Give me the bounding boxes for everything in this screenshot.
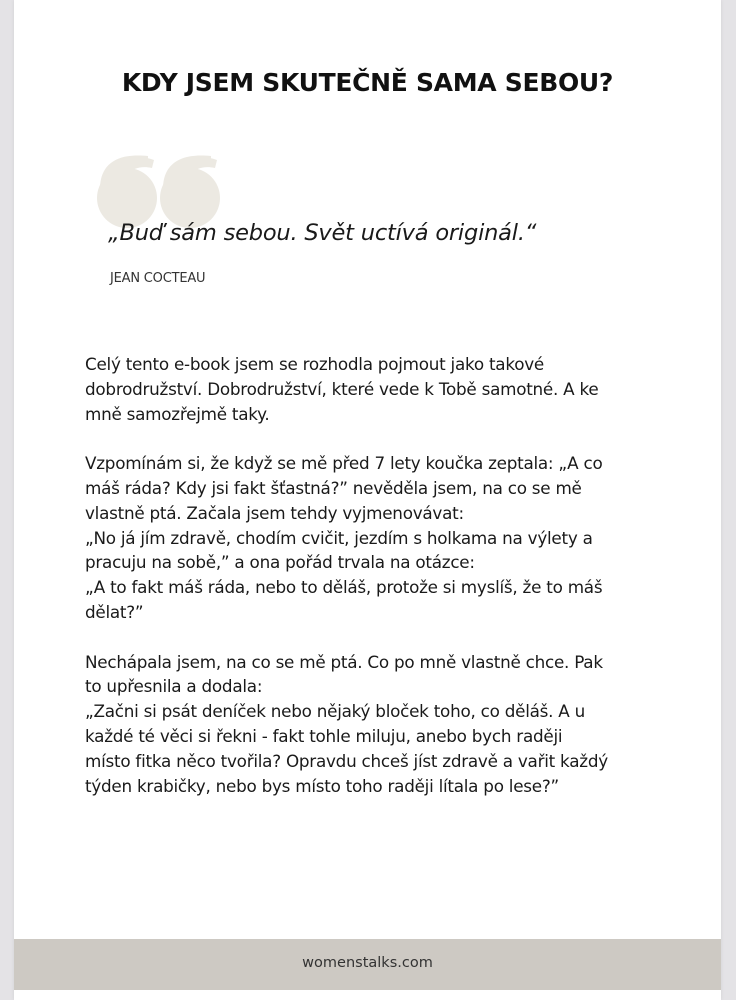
- quote-author: JEAN COCTEAU: [110, 271, 206, 286]
- paragraph: [85, 451, 645, 625]
- body-text: [85, 352, 645, 823]
- text-line: dělat?”: [85, 601, 144, 622]
- text-line: mně samozřejmě taky.: [85, 403, 270, 424]
- text-line: týden krabičky, nebo bys místo toho raději lítala po lese?”: [85, 775, 559, 796]
- text-line: „No já jím zdravě, chodím cvičit, jezdím s holkama na výlety a: [85, 527, 593, 548]
- text-line: vlastně ptá. Začala jsem tehdy vyjmenovávat:: [85, 502, 464, 523]
- text-line: každé té věci si řekni - fakt tohle miluju, anebo bych raději: [85, 725, 563, 746]
- document-page: [14, 0, 721, 1000]
- text-line: Nechápala jsem, na co se mě ptá. Co po mně vlastně chce. Pak: [85, 651, 603, 672]
- text-line: dobrodružství. Dobrodružství, které vede k Tobě samotné. A ke: [85, 378, 599, 399]
- text-line: Vzpomínám si, že když se mě před 7 lety koučka zeptala: „A co: [85, 453, 603, 474]
- text-line: Celý tento e-book jsem se rozhodla pojmout jako takové: [85, 354, 544, 374]
- text-line: máš ráda? Kdy jsi fakt šťastná?” nevěděla jsem, na co se mě: [85, 477, 582, 498]
- text-line: „Začni si psát deníček nebo nějaký bloček toho, co děláš. A u: [85, 701, 586, 722]
- page-title: KDY JSEM SKUTEČNĚ SAMA SEBOU?: [121, 68, 614, 97]
- footer-website: womenstalks.com: [302, 955, 433, 971]
- page-footer: [14, 939, 721, 990]
- text-line: „A to fakt máš ráda, nebo to děláš, protože si myslíš, že to máš: [85, 577, 603, 598]
- quote-text: „Buď sám sebou. Svět uctívá originál.“: [108, 220, 537, 246]
- text-line: místo fitka něco tvořila? Opravdu chceš jíst zdravě a vařit každý: [85, 750, 608, 771]
- text-line: to upřesnila a dodala:: [85, 676, 263, 697]
- text-line: pracuju na sobě,” a ona pořád trvala na otázce:: [85, 552, 475, 573]
- paragraph: [85, 650, 645, 799]
- paragraph: [85, 352, 645, 426]
